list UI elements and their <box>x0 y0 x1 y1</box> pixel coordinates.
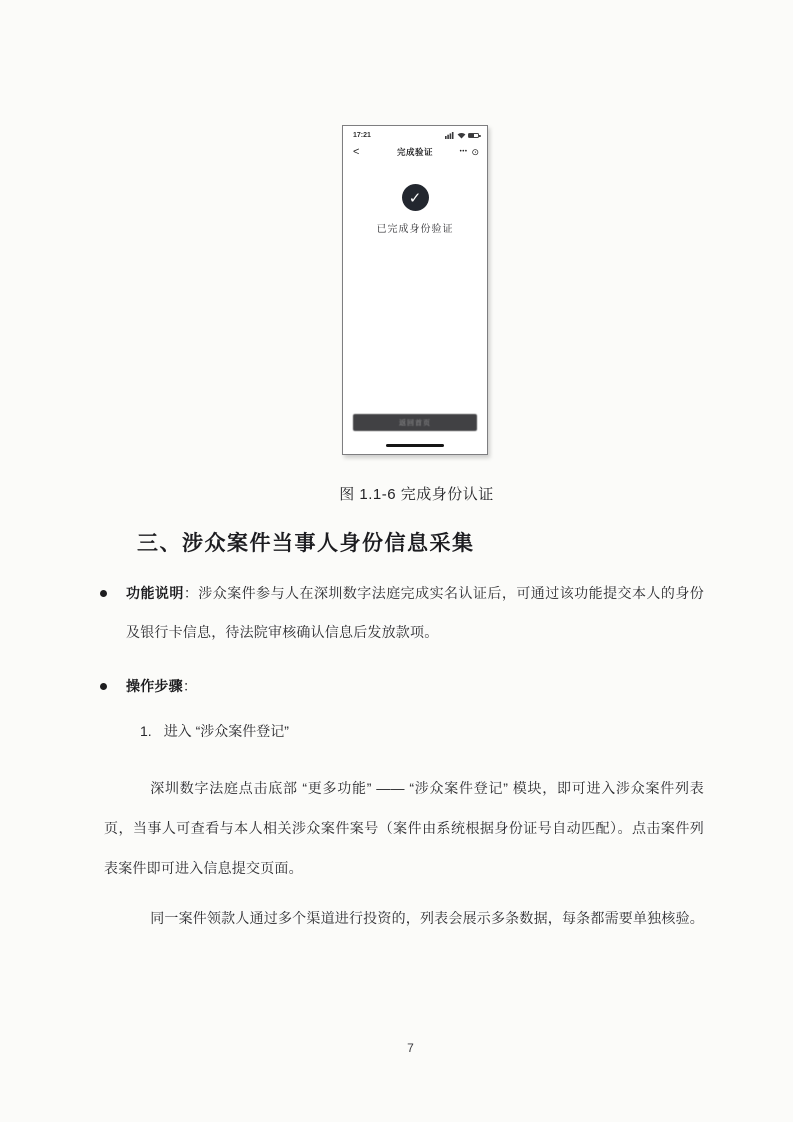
bullet-text <box>126 574 704 652</box>
bullet-label: 操作步骤 <box>126 678 183 694</box>
phone-status-bar <box>343 126 487 139</box>
verification-result <box>343 184 487 235</box>
return-home-button[interactable]: 返回首页 <box>353 414 477 431</box>
more-button[interactable]: ••• <box>459 149 468 155</box>
step-number: 1. <box>140 723 152 739</box>
phone-nav-bar <box>343 139 487 159</box>
cellular-icon <box>445 132 454 139</box>
step-title: 进入 “涉众案件登记” <box>163 723 289 739</box>
battery-icon <box>468 133 479 139</box>
page-number: 7 <box>407 1041 414 1055</box>
verification-result-text: 已完成身份验证 <box>376 224 454 235</box>
bullet-dot <box>100 590 107 597</box>
miniprogram-capsule <box>460 148 479 157</box>
home-indicator-bar <box>386 444 444 447</box>
bullet-colon: ： <box>182 678 198 694</box>
back-button[interactable]: < <box>353 145 360 158</box>
bullet-colon: ： <box>183 585 199 601</box>
check-icon <box>402 184 429 211</box>
step-1-title-row <box>140 712 289 751</box>
status-icons <box>445 132 479 139</box>
bullet-dot <box>100 683 107 690</box>
status-time: 17:21 <box>353 132 371 139</box>
nav-title: 完成验证 <box>396 147 433 157</box>
wifi-icon <box>457 132 466 139</box>
phone-screenshot <box>342 125 488 455</box>
step-paragraph-1: 深圳数字法庭点击底部 “更多功能” —— “涉众案件登记” 模块，即可进入涉众案件列表页，当事人可查看与本人相关涉众案件案号（案件由系统根据身份证号自动匹配）。点击案件列表案件即可进入信息提交页面。 <box>104 780 704 876</box>
bullet-body: 涉众案件参与人在深圳数字法庭完成实名认证后，可通过该功能提交本人的身份及银行卡信息，待法院审核确认信息后发放款项。 <box>126 585 704 640</box>
bullet-label: 功能说明 <box>126 585 184 601</box>
bullet-function-description <box>100 574 708 652</box>
step-paragraph-2: 同一案件领款人通过多个渠道进行投资的，列表会展示多条数据，每条都需要单独核验。 <box>150 910 704 926</box>
close-button[interactable]: ⊙ <box>471 146 479 157</box>
bullet-text <box>126 667 704 706</box>
check-glyph: ✓ <box>408 189 422 207</box>
figure-caption: 图 1.1-6 完成身份认证 <box>339 486 494 503</box>
bullet-operation-steps <box>100 667 708 706</box>
section-heading: 三、涉众案件当事人身份信息采集 <box>137 532 475 555</box>
